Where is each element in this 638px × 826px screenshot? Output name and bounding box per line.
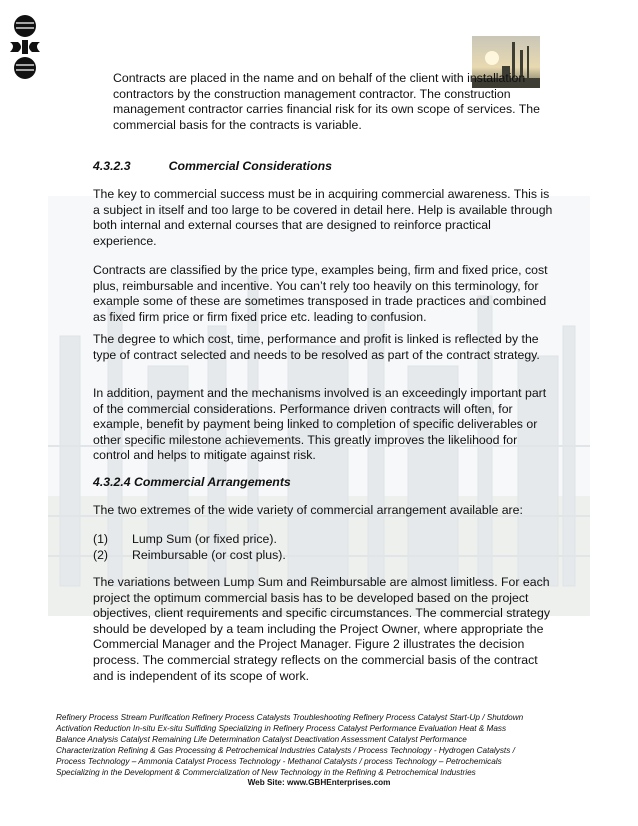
footer-line: Activation Reduction In-situ Ex-situ Sulfiding Specializing in Refinery Process Catalyst Performance Evaluation Heat & Mass [56, 724, 507, 734]
paragraph-degree-linkage: The degree to which cost, time, performance and profit is linked is reflected by the type of contract selected and needs to be resolved as part of the contract strategy. [93, 332, 540, 362]
list-item [93, 532, 553, 548]
footer-line: Characterization Refining & Gas Processing & Petrochemical Industries Catalysts / Process Technology - Hydrogen Catalysts / [56, 746, 515, 756]
list-item-text: Lump Sum (or fixed price). [132, 532, 277, 546]
footer-line: Balance Analysis Catalyst Remaining Life Determination Catalyst Deactivation Assessment Catalyst Performance [56, 735, 467, 745]
paragraph-commercial-awareness: The key to commercial success must be in acquiring commercial awareness. This is a subject in itself and too large to be covered in detail here. Help is available through both internal and external courses that are designed to reinforce practical experience. [93, 187, 553, 248]
paragraph-payment-mechanisms: In addition, payment and the mechanisms involved is an exceedingly important part of the commercial considerations. Performance driven contracts will often, for example, benefit by payment being linked to completion of specific deliverables or other specific milestone achievements. This greatly improves the likelihood for control and helps to mitigate against risk. [93, 386, 547, 463]
footer-services-text [56, 712, 596, 779]
list-item-text: Reimbursable (or cost plus). [132, 548, 286, 562]
section-heading-commercial-considerations [93, 159, 553, 175]
list-item-number: (2) [93, 548, 109, 562]
list-item [93, 548, 553, 564]
footer-line: Refinery Process Stream Purification Refinery Process Catalysts Troubleshooting Refinery Process Catalyst Start-Up / Shutdown [56, 713, 524, 722]
footer-line: Process Technology – Ammonia Catalyst Process Technology - Methanol Catalysts / process Technology – Petrochemicals [56, 757, 502, 767]
section-title: Commercial Considerations [168, 159, 332, 173]
list-item-number: (1) [93, 532, 109, 546]
paragraph-variations: The variations between Lump Sum and Reimbursable are almost limitless. For each project the optimum commercial basis has to be developed based on the project objectives, client requirements and specific circumstances. The commercial strategy should be developed by a team including the Project Owner, where appropriate the Commercial Manager and the Project Manager. Figure 2 illustrates the decision process. The commercial strategy reflects on the commercial basis of the contract and is independent of its scope of work. [93, 575, 550, 683]
intro-paragraph: Contracts are placed in the name and on behalf of the client with installation contractors by the construction management contractor. The construction management contractor carries financial risk for its own scope of services. The commercial basis for the contracts is variable. [113, 71, 540, 132]
footer-website[interactable]: Web Site: www.GBHEnterprises.com [247, 778, 391, 787]
footer-line: Specializing in the Development & Commercialization of New Technology in the Refining & Petrochemical Industries [56, 768, 476, 778]
arrangements-intro: The two extremes of the wide variety of commercial arrangement available are: [93, 503, 523, 517]
section-heading-commercial-arrangements: 4.3.2.4 Commercial Arrangements [93, 475, 291, 489]
paragraph-contract-classification: Contracts are classified by the price type, examples being, firm and fixed price, cost plus, reimbursable and incentive. You can’t rely too heavily on this terminology, for example some of these are sometimes transposed in trade practices and combined as fixed firm price or firm fixed price etc. leading to confusion. [93, 263, 548, 324]
section-number: 4.3.2.3 [93, 159, 131, 173]
